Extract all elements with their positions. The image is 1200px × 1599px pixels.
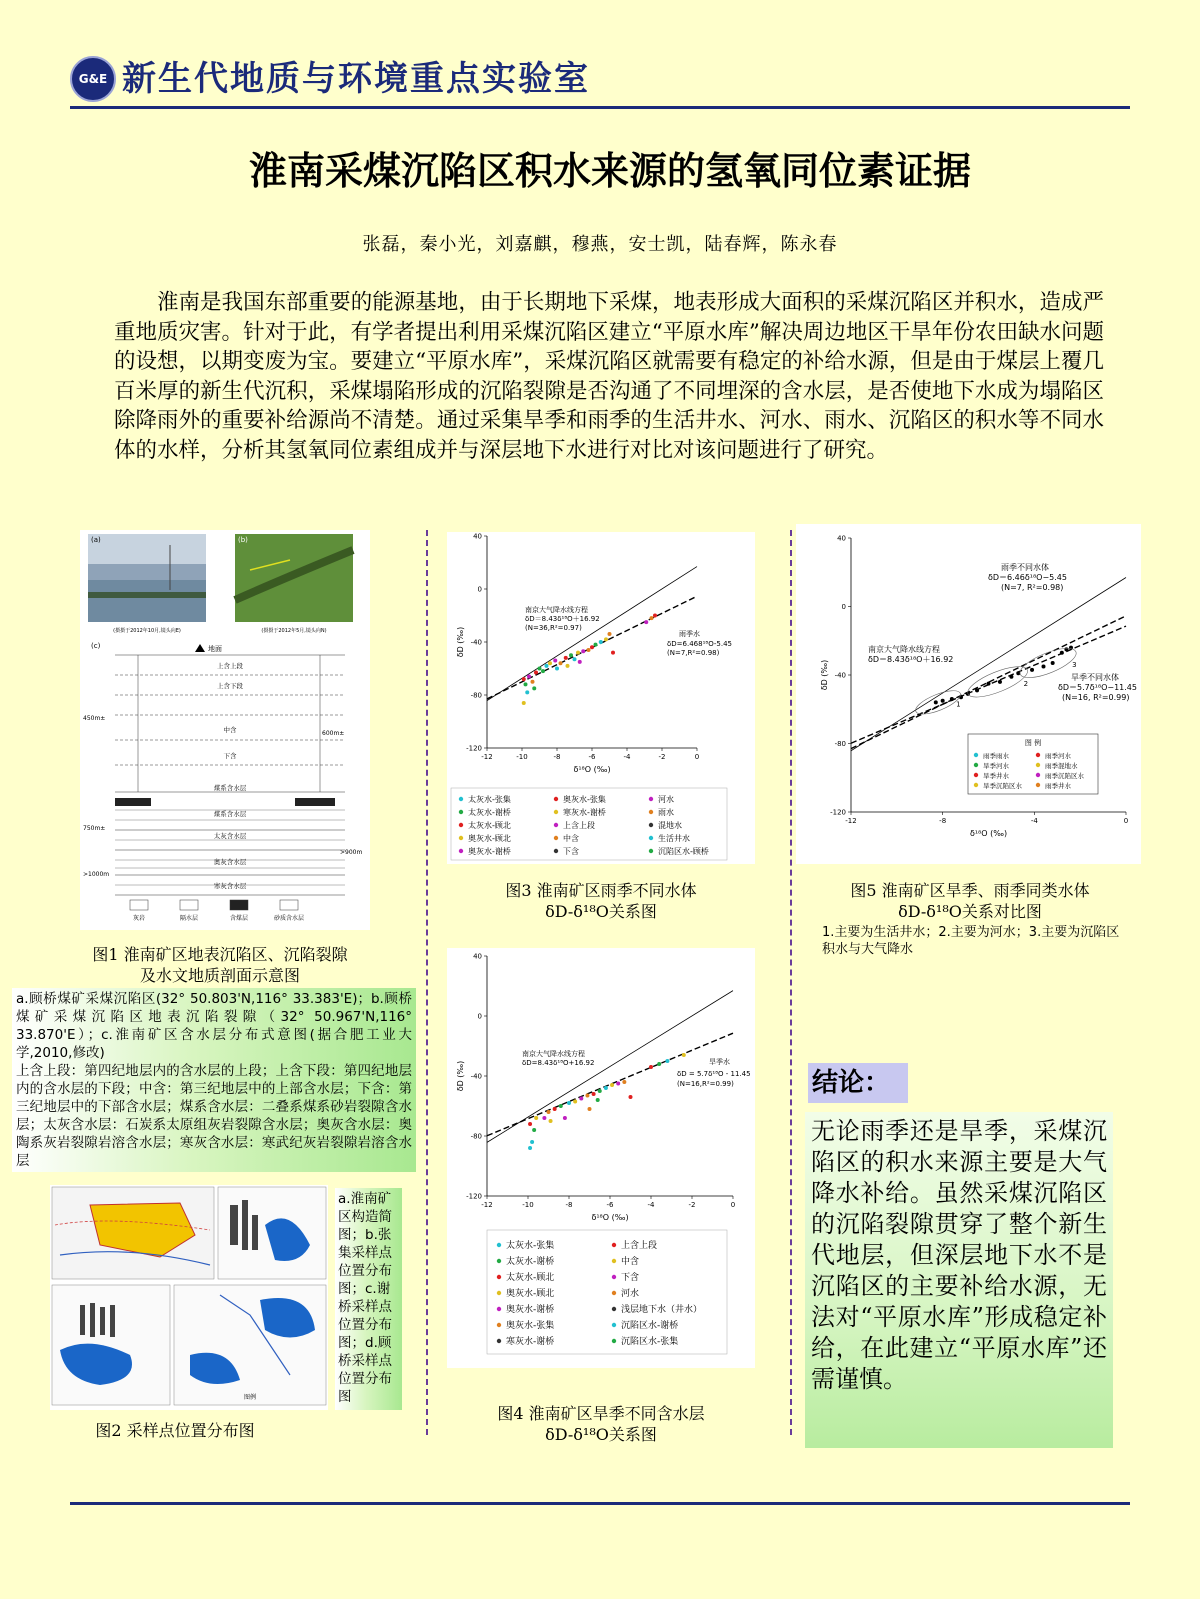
legend-label: 沉陷区水-谢桥 — [621, 1321, 679, 1331]
chart-2-xtick-label: -4 — [1030, 817, 1038, 825]
legend-marker — [497, 1243, 501, 1247]
lab-logo: G&E — [70, 56, 116, 102]
chart-1-point — [563, 1116, 567, 1120]
chart-0-point — [559, 661, 563, 665]
lab-name: 新生代地质与环境重点实验室 — [122, 59, 590, 99]
legend-aquitard: 隔水层 — [179, 915, 199, 922]
chart-0-ytick-label: -80 — [470, 691, 482, 700]
chart-0-point — [553, 659, 557, 663]
chart-1-point — [657, 1062, 661, 1066]
chart-1-point — [598, 1089, 602, 1093]
depth-900: >900m — [340, 849, 363, 856]
legend-label: 奥灰水-张集 — [506, 1321, 555, 1331]
chart-0-xlabel: δ¹⁸O (‰) — [573, 765, 611, 774]
depth-600: 600m± — [322, 730, 345, 737]
layer-label-5: 煤系含水层 — [213, 784, 247, 792]
section-label: (c) — [91, 642, 101, 650]
abstract: 淮南是我国东部重要的能源基地，由于长期地下采煤，地表形成大面积的采煤沉陷区并积水，造成严重地质灾害。针对于此，有学者提出利用采煤沉陷区建立“平原水库”解决周边地区干旱年份农田缺水问题的设想，以期变废为宝。要建立“平原水库”，采煤沉陷区就需要有稳定的补给水源，但是由于煤层上覆几百米厚的新生代沉积，采煤塌陷形成的沉陷裂隙是否沟通了不同埋深的含水层，是否使地下水成为塌陷区除降雨外的重要补给源尚不清楚。通过采集旱季和雨季的生活井水、河水、雨水、沉陷区的积水等不同水体的水样，分析其氢氧同位素组成并与深层地下水进行对比对该问题进行了研究。 — [114, 290, 1104, 463]
legend-marker — [612, 1275, 616, 1279]
photo-b-label: (b) — [238, 536, 248, 544]
chart-1-point — [616, 1082, 620, 1086]
chart-2-ytick-label: 0 — [841, 603, 846, 611]
fig5-cluster-ellipse — [964, 661, 1031, 704]
chart-1-point — [579, 1097, 583, 1101]
chart-0-xtick-label: -12 — [481, 753, 493, 761]
legend-marker — [1036, 783, 1040, 787]
legend-label: 生活井水 — [658, 834, 690, 843]
chart-2-point — [1030, 668, 1034, 672]
legend-marker — [649, 849, 653, 853]
legend-label: 奥灰水-顾北 — [468, 834, 511, 843]
chart-1-ytick-label: 0 — [477, 1012, 482, 1021]
legend-marker — [554, 849, 558, 853]
legend-marker — [612, 1307, 616, 1311]
legend-marker — [497, 1307, 501, 1311]
chart-0-point — [531, 680, 535, 684]
chart-2-ytick-label: -120 — [830, 808, 846, 817]
chart-2-ytick-label: -40 — [834, 671, 846, 680]
map-legend: 图例 — [243, 1394, 257, 1401]
layer-label-3: 中含 — [223, 726, 237, 734]
chart-1-point — [547, 1110, 551, 1114]
legend-marker — [974, 763, 978, 767]
legend-label: 寒灰水-谢桥 — [563, 808, 606, 817]
legend-label: 太灰水-谢桥 — [468, 808, 511, 817]
chart-0-ylabel: δD (‰) — [456, 626, 465, 658]
figure-4-chart — [447, 948, 755, 1368]
figure-1-caption-line2: 及水文地质剖面示意图 — [139, 966, 300, 985]
chart-1-point — [559, 1104, 563, 1108]
legend-marker — [974, 783, 978, 787]
fig3-gmwl-3: (N=36,R²=0.97) — [525, 624, 582, 632]
chart-0-point — [599, 640, 603, 644]
legend-label: 沉陷区水-顾桥 — [658, 847, 709, 856]
ground-label: 地面 — [208, 645, 222, 653]
figure-1-caption-line1: 图1 淮南矿区地表沉陷区、沉陷裂隙 — [92, 945, 348, 964]
legend-marker — [974, 753, 978, 757]
fig5-rain-3: (N=7, R²=0.98) — [1001, 583, 1064, 592]
chart-1-point — [604, 1086, 608, 1090]
legend-label: 雨季河水 — [1045, 752, 1071, 760]
figure-2-note: a.淮南矿区构造简图；b.张集采样点位置分布图；c.谢桥采样点位置分布图；d.顾桥采样点位置分布图 — [335, 1188, 402, 1410]
fig5-gmwl-annotation — [868, 644, 953, 664]
legend-label: 奥灰水-谢桥 — [506, 1305, 555, 1315]
fig5-cluster-label: 1 — [956, 700, 961, 709]
chart-0-point — [525, 690, 529, 694]
legend-label: 太灰水-谢桥 — [506, 1257, 555, 1267]
chart-2-point — [950, 697, 954, 701]
legend-marker — [497, 1323, 501, 1327]
legend-marker — [554, 810, 558, 814]
figure-5-caption-line1: 图5 淮南矿区旱季、雨季同类水体 — [850, 881, 1090, 900]
chart-0-point — [594, 643, 598, 647]
legend-marker — [554, 823, 558, 827]
figure-3-caption-line1: 图3 淮南矿区雨季不同水体 — [505, 881, 697, 900]
chart-0-point — [611, 651, 615, 655]
chart-0-point — [578, 660, 582, 664]
figure-5-caption — [800, 880, 1140, 922]
header-rule — [70, 106, 1130, 109]
authors: 张磊，秦小光，刘嘉麒，穆燕，安士凯，陆春辉，陈永春 — [362, 234, 838, 255]
chart-1-ylabel: δD (‰) — [456, 1060, 465, 1092]
fig3-fit-annotation — [667, 629, 732, 657]
legend-marker — [612, 1323, 616, 1327]
chart-0-point — [650, 616, 654, 620]
layer-label-4: 下含 — [223, 752, 237, 760]
legend-label: 太灰水-张集 — [506, 1241, 555, 1251]
fig5-legend-title: 图 例 — [1024, 739, 1042, 747]
legend-marker — [459, 797, 463, 801]
chart-2-line-0 — [851, 578, 1126, 751]
chart-1-point — [528, 1122, 532, 1126]
figure-4-caption-line1: 图4 淮南矿区旱季不同含水层 — [497, 1404, 705, 1423]
chart-0-point — [527, 674, 531, 678]
chart-1-point — [682, 1053, 686, 1057]
legend-marker — [649, 810, 653, 814]
chart-1-point — [530, 1140, 534, 1144]
photo-b-caption: (摄摄于2012年5月,镜头向N) — [261, 628, 327, 634]
figure-2-graphic — [50, 1185, 328, 1410]
figure-5-note: 1.主要为生活井水；2.主要为河水；3.主要为沉陷区积水与大气降水 — [822, 925, 1120, 957]
conclusion-label: 结论： — [808, 1063, 908, 1103]
fig3-fit-2: δD=6.468¹⁸O-5.45 — [667, 640, 733, 648]
legend-coal: 含煤层 — [229, 915, 249, 922]
chart-1-ytick-label: 40 — [473, 952, 482, 961]
legend-label: 下含 — [621, 1273, 640, 1283]
legend-label: 寒灰水-谢桥 — [506, 1337, 555, 1347]
legend-marker — [497, 1339, 501, 1343]
chart-0-point — [653, 614, 657, 618]
fig5-dry-2: δD＝5.7δ¹⁸O−11.45 — [1058, 683, 1137, 692]
chart-2-xtick-label: -12 — [845, 817, 857, 825]
figure-3-chart — [447, 532, 755, 864]
chart-1-xlabel: δ¹⁸O (‰) — [591, 1213, 629, 1222]
legend-marker — [554, 836, 558, 840]
chart-1-point — [610, 1083, 614, 1087]
figure-2 — [50, 1185, 328, 1410]
chart-2-point — [1060, 651, 1064, 655]
figure-5 — [796, 524, 1141, 864]
chart-0-xtick-label: -2 — [658, 753, 666, 761]
chart-1-point — [532, 1128, 536, 1132]
chart-1-point — [553, 1107, 557, 1111]
fig5-dry-1: 旱季不同水体 — [1071, 673, 1119, 682]
fig5-cluster-label: 3 — [1072, 661, 1077, 670]
legend-label: 沉陷区水-张集 — [621, 1337, 679, 1347]
footer-rule — [70, 1502, 1130, 1505]
figure-5-chart — [796, 524, 1141, 864]
chart-1-point — [549, 1119, 553, 1123]
conclusion-text: 无论雨季还是旱季，采煤沉陷区的积水来源主要是大气降水补给。虽然采煤沉陷区的沉陷裂隙贯穿了整个新生代地层，但深层地下水不是沉陷区的主要补给水源，无法对“平原水库”形成稳定补给，在此建立“平原水库”还需谨慎。 — [805, 1112, 1113, 1448]
layer-label-8: 奥灰含水层 — [213, 858, 247, 866]
chart-0-point — [555, 667, 559, 671]
chart-0-point — [534, 670, 538, 674]
fig3-fit-1: 雨季水 — [679, 630, 700, 638]
fig4-gmwl-annotation — [522, 1049, 594, 1067]
chart-2-point — [1064, 647, 1068, 651]
legend-marker — [459, 823, 463, 827]
figure-3-caption — [447, 880, 755, 922]
legend-label: 雨季混地水 — [1045, 762, 1078, 770]
chart-1-xtick-label: -2 — [688, 1201, 696, 1209]
chart-0-point — [564, 656, 568, 660]
chart-2-point — [1042, 664, 1046, 668]
figure-5-caption-line2: δD-δ¹⁸O关系对比图 — [898, 902, 1042, 921]
chart-1-point — [542, 1116, 546, 1120]
chart-2-point — [975, 688, 979, 692]
chart-0-point — [644, 620, 648, 624]
chart-1-point — [573, 1100, 577, 1104]
chart-0-point — [573, 657, 577, 661]
legend-label: 下含 — [563, 847, 579, 856]
paper-title: 淮南采煤沉陷区积水来源的氢氧同位素证据 — [248, 149, 971, 193]
chart-0-xtick-label: -8 — [553, 753, 561, 761]
chart-1-point — [528, 1146, 532, 1150]
fig3-gmwl-annotation — [525, 605, 600, 632]
chart-1-xtick-label: -4 — [647, 1201, 655, 1209]
fig5-gmwl-2: δD＝8.43δ¹⁸O＋16.92 — [868, 655, 954, 664]
legend-label: 太灰水-顾北 — [468, 821, 511, 830]
chart-0-point — [604, 637, 608, 641]
chart-0-xtick-label: 0 — [694, 753, 700, 761]
legend-marker — [1036, 753, 1040, 757]
legend-marker — [1036, 763, 1040, 767]
chart-1-xtick-label: 0 — [730, 1201, 736, 1209]
fig5-gmwl-1: 南京大气降水线方程 — [868, 645, 940, 654]
figure-1-graphic — [80, 530, 370, 930]
legend-label: 雨季沉陷区水 — [1045, 772, 1084, 780]
legend-limestone: 灰岩 — [132, 915, 146, 922]
depth-450: 450m± — [83, 715, 106, 722]
figure-3 — [447, 532, 755, 864]
figure-1-note: a.顾桥煤矿采煤沉陷区(32° 50.803'N,116° 33.383'E)；b.顾桥煤矿采煤沉陷区地表沉陷裂隙（32° 50.967'N,116° 33.870'E）；c.淮南矿区含水层分布式意图(据合肥工业大学,2010,修改) 上含上段：第四纪地层内的含水层的上段；上含下段：第四纪地层内的含水层的下段；中含：第三纪地层中的上部含水层；下含：第三纪地层中的下部含水层；煤系含水层：二叠系煤系砂岩裂隙含水层；太灰含水层：石炭系太原组灰岩裂隙含水层；奥灰含水层：奥陶系灰岩裂隙岩溶含水层；寒灰含水层：寒武纪灰岩裂隙岩溶含水层 — [12, 988, 416, 1172]
chart-0-point — [581, 649, 585, 653]
depth-1000: >1000m — [83, 871, 110, 878]
legend-label: 上含上段 — [563, 821, 595, 830]
legend-marker — [612, 1259, 616, 1263]
chart-1-ytick-label: -80 — [470, 1132, 482, 1141]
legend-marker — [1036, 773, 1040, 777]
chart-0-point — [524, 682, 528, 686]
figure-4-caption-line2: δD-δ¹⁸O关系图 — [545, 1425, 657, 1444]
legend-label: 上含上段 — [621, 1241, 658, 1251]
fig3-gmwl-2: δD＝8.43δ¹⁸O＋16.92 — [525, 615, 600, 623]
legend-marker — [459, 810, 463, 814]
legend-label: 奥灰水-张集 — [563, 795, 606, 804]
legend-marker — [459, 849, 463, 853]
legend-label: 河水 — [658, 795, 674, 804]
chart-1-point — [592, 1092, 596, 1096]
chart-2-xtick-label: -8 — [939, 817, 947, 825]
chart-2-point — [934, 700, 938, 704]
figure-1 — [80, 530, 370, 930]
chart-0-point — [545, 664, 549, 668]
chart-1-ytick-label: -120 — [466, 1192, 482, 1201]
legend-label: 太灰水-顾北 — [506, 1273, 555, 1283]
fig4-fit-annotation — [677, 1057, 751, 1088]
fig5-cluster-label: 2 — [1023, 679, 1029, 688]
chart-0-xtick-label: -4 — [623, 753, 631, 761]
fig4-fit-1: 旱季水 — [709, 1058, 730, 1066]
chart-0-ytick-label: -40 — [470, 638, 482, 647]
chart-1-point — [649, 1065, 653, 1069]
chart-2-ytick-label: 40 — [837, 534, 846, 543]
legend-label: 太灰水-张集 — [468, 795, 511, 804]
chart-0-xtick-label: -6 — [588, 753, 596, 761]
chart-0-ytick-label: 0 — [477, 585, 482, 594]
column-divider-1 — [426, 530, 428, 1435]
chart-1-point — [665, 1059, 669, 1063]
chart-0-point — [522, 677, 526, 681]
figure-3-caption-line2: δD-δ¹⁸O关系图 — [545, 902, 657, 921]
legend-label: 雨水 — [658, 808, 674, 817]
chart-2-point — [1016, 671, 1020, 675]
figure-4 — [447, 948, 755, 1368]
chart-0-plot — [456, 533, 699, 775]
chart-2-point — [987, 682, 991, 686]
fig5-rain-annotation — [988, 562, 1067, 592]
layer-label-9: 寒灰含水层 — [213, 882, 247, 890]
legend-label: 奥灰水-谢桥 — [468, 847, 511, 856]
legend-label: 旱季沉陷区水 — [983, 782, 1022, 790]
fig4-fit-3: (N=16,R²=0.99) — [677, 1080, 734, 1088]
legend-marker — [612, 1243, 616, 1247]
chart-2-point — [998, 680, 1002, 684]
fig4-gmwl-2: δD=8.43δ¹⁸O+16.92 — [522, 1059, 595, 1067]
layer-label-2: 上含下段 — [217, 682, 243, 690]
depth-750: 750m± — [83, 825, 106, 832]
chart-0-xtick-label: -10 — [516, 753, 528, 761]
chart-1-point — [567, 1101, 571, 1105]
column-divider-2 — [790, 530, 792, 1435]
chart-0-point — [522, 701, 526, 705]
chart-2-point — [941, 699, 945, 703]
chart-0-point — [566, 664, 570, 668]
chart-0-point — [576, 651, 580, 655]
legend-label: 河水 — [621, 1289, 640, 1299]
chart-0-point — [538, 667, 542, 671]
chart-0-point — [590, 645, 594, 649]
legend-label: 中含 — [563, 834, 579, 843]
legend-marker — [974, 773, 978, 777]
legend-marker — [554, 797, 558, 801]
legend-marker — [649, 836, 653, 840]
legend-marker — [612, 1291, 616, 1295]
chart-0-point — [587, 648, 591, 652]
legend-sand-aquifer: 砂质含水层 — [273, 915, 305, 922]
legend-label: 奥灰水-顾北 — [506, 1289, 555, 1299]
chart-0-line-0 — [487, 567, 697, 701]
chart-1-xtick-label: -8 — [565, 1201, 573, 1209]
chart-1-point — [596, 1098, 600, 1102]
legend-marker — [649, 823, 653, 827]
fig3-gmwl-1: 南京大气降水线方程 — [525, 606, 588, 614]
legend-marker — [497, 1275, 501, 1279]
chart-0-point — [541, 669, 545, 673]
fig4-gmwl-1: 南京大气降水线方程 — [522, 1050, 585, 1058]
legend-label: 雨季井水 — [1045, 782, 1071, 790]
chart-0-ytick-label: -120 — [466, 744, 482, 753]
legend-label: 中含 — [621, 1257, 640, 1267]
fig5-rain-2: δD＝6.46δ¹⁸O−5.45 — [988, 573, 1067, 582]
photo-a-caption: (摄摄于2012年10月,镜头向E) — [113, 628, 181, 634]
legend-marker — [459, 836, 463, 840]
chart-2-xtick-label: 0 — [1123, 817, 1129, 825]
chart-1-point — [585, 1094, 589, 1098]
chart-1-xtick-label: -10 — [522, 1201, 534, 1209]
legend-label: 雨季雨水 — [983, 752, 1009, 760]
layer-label-7: 太灰含水层 — [213, 832, 247, 840]
chart-0-point — [532, 686, 536, 690]
legend-label: 旱季井水 — [983, 772, 1009, 780]
chart-2-ylabel: δD (‰) — [820, 659, 829, 691]
chart-1-point — [588, 1107, 592, 1111]
chart-2-ytick-label: -80 — [834, 740, 846, 748]
chart-1-xtick-label: -12 — [481, 1201, 493, 1209]
legend-label: 浅层地下水（井水） — [621, 1305, 703, 1315]
chart-0-ytick-label: 40 — [473, 532, 482, 541]
legend-label: 旱季河水 — [983, 762, 1009, 770]
chart-0-point — [608, 632, 612, 636]
legend-marker — [612, 1339, 616, 1343]
photo-a-label: (a) — [91, 536, 101, 544]
figure-4-caption — [447, 1403, 755, 1445]
chart-1-point — [622, 1080, 626, 1084]
layer-label-6: 煤系含水层 — [213, 810, 247, 818]
chart-2-point — [1009, 675, 1013, 679]
figure-1-caption — [55, 944, 385, 986]
fig5-rain-1: 雨季不同水体 — [1001, 563, 1049, 572]
fig4-fit-2: δD = 5.7δ¹⁸O - 11.45 — [677, 1070, 751, 1078]
chart-1-ytick-label: -40 — [470, 1072, 482, 1081]
chart-2-xlabel: δ¹⁸O (‰) — [969, 829, 1008, 838]
chart-0-point — [548, 661, 552, 665]
legend-marker — [649, 797, 653, 801]
legend-marker — [497, 1259, 501, 1263]
layer-label-1: 上含上段 — [217, 662, 243, 670]
chart-2-point — [1051, 661, 1055, 665]
chart-1-point — [534, 1116, 538, 1120]
fig3-fit-3: (N=7,R²=0.98) — [667, 649, 720, 657]
chart-0-point — [569, 653, 573, 657]
legend-marker — [497, 1291, 501, 1295]
chart-1-point — [629, 1095, 633, 1099]
legend-label: 混地水 — [658, 821, 682, 830]
fig5-dry-3: (N=16, R²=0.99) — [1062, 693, 1130, 702]
fig5-dry-annotation — [1058, 672, 1137, 702]
chart-1-xtick-label: -6 — [606, 1201, 614, 1209]
figure-2-caption: 图2 采样点位置分布图 — [95, 1421, 255, 1440]
